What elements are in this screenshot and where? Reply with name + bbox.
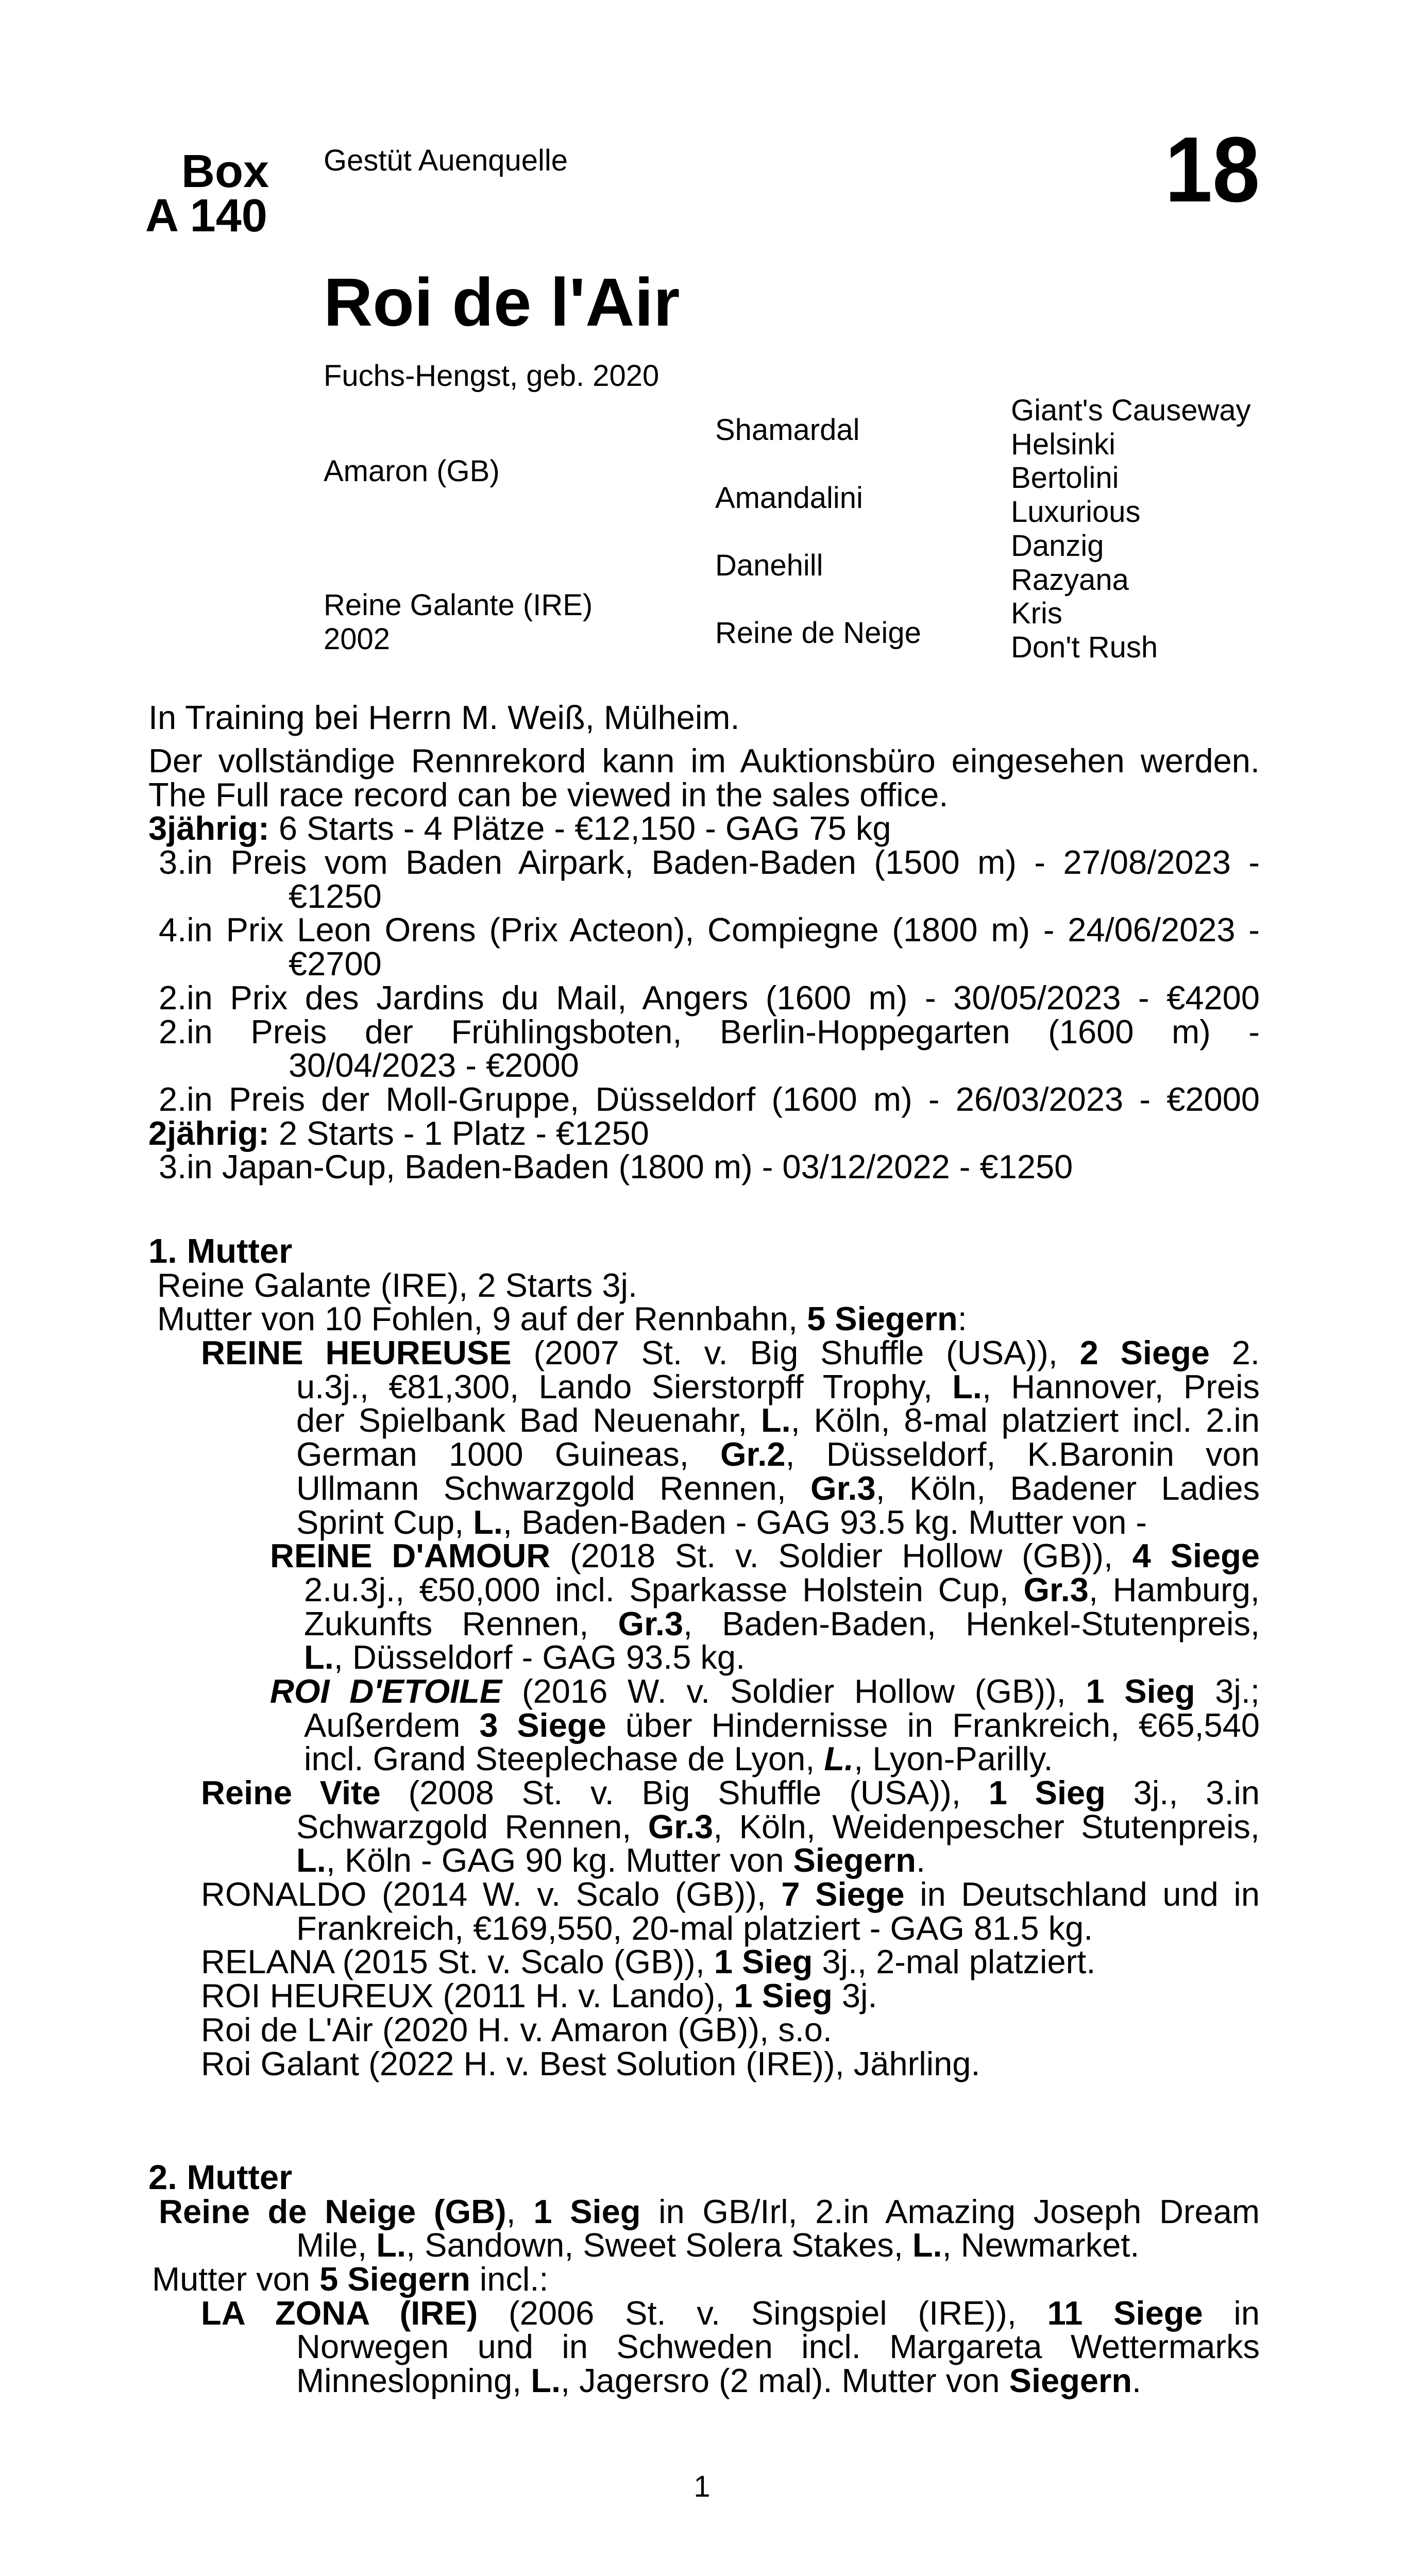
- pedigree-sire: Amaron (GB): [324, 454, 500, 488]
- text-line: incl. Grand Steeplechase de Lyon, L., Lyon-Parilly.: [304, 1740, 1053, 1778]
- horse-description: Fuchs-Hengst, geb. 2020: [324, 359, 659, 393]
- text-line: 2.in Preis der Frühlingsboten, Berlin-Hoppegarten (1600 m) -: [159, 1012, 1260, 1050]
- text-line: Reine Vite (2008 St. v. Big Shuffle (USA)), 1 Sieg 3j., 3.in: [201, 1774, 1260, 1811]
- section-heading: 2. Mutter: [148, 2158, 293, 2197]
- text-line: Reine Galante (IRE), 2 Starts 3j.: [157, 1266, 638, 1304]
- text-line: Außerdem 3 Siege über Hindernisse in Frankreich, €65,540: [304, 1706, 1260, 1744]
- text-line: u.3j., €81,300, Lando Sierstorpff Trophy, L., Hannover, Preis: [296, 1367, 1260, 1405]
- text-line: Frankreich, €169,550, 20-mal platziert - GAG 81.5 kg.: [296, 1909, 1093, 1947]
- race-record-section: [0, 744, 1404, 1184]
- text-line: Mile, L., Sandown, Sweet Solera Stakes, L., Newmarket.: [296, 2226, 1140, 2264]
- text-line: LA ZONA (IRE) (2006 St. v. Singspiel (IRE)), 11 Siege in: [201, 2294, 1260, 2332]
- text-line: Ullmann Schwarzgold Rennen, Gr.3, Köln, Badener Ladies: [296, 1469, 1260, 1507]
- text-line: ROI HEUREUX (2011 H. v. Lando), 1 Sieg 3j.: [201, 1977, 877, 2015]
- text-line: Sprint Cup, L., Baden-Baden - GAG 93.5 kg. Mutter von -: [296, 1503, 1147, 1541]
- text-line: der Spielbank Bad Neuenahr, L., Köln, 8-mal platziert incl. 2.in: [296, 1401, 1260, 1439]
- text-line: €2700: [289, 945, 382, 983]
- text-line: RONALDO (2014 W. v. Scalo (GB)), 7 Siege in Deutschland und in: [201, 1875, 1260, 1913]
- text-line: RELANA (2015 St. v. Scalo (GB)), 1 Sieg 3j., 2-mal platziert.: [201, 1943, 1096, 1981]
- pedigree-dam-year: 2002: [324, 622, 391, 656]
- pedigree-ggp: Helsinki: [1011, 428, 1116, 461]
- second-dam-section: [0, 2158, 1404, 2400]
- first-dam-section: [0, 1234, 1404, 2080]
- pedigree-ggp: Bertolini: [1011, 461, 1119, 495]
- text-line: REINE D'AMOUR (2018 St. v. Soldier Hollow (GB)), 4 Siege: [270, 1537, 1260, 1575]
- pedigree-dam-dam: Reine de Neige: [715, 616, 921, 650]
- lot-number: 18: [1164, 118, 1260, 222]
- text-line: Norwegen und in Schweden incl. Margareta Wettermarks: [296, 2328, 1260, 2366]
- pedigree-sire-dam: Amandalini: [715, 481, 863, 515]
- pedigree-ggp: Don't Rush: [1011, 631, 1158, 664]
- box-number: A 140: [145, 190, 267, 242]
- text-line: 3.in Japan-Cup, Baden-Baden (1800 m) - 03/12/2022 - €1250: [159, 1148, 1073, 1186]
- text-line: L., Köln - GAG 90 kg. Mutter von Siegern.: [296, 1841, 926, 1879]
- text-line: 2.in Preis der Moll-Gruppe, Düsseldorf (1600 m) - 26/03/2023 - €2000: [159, 1080, 1260, 1118]
- text-line: German 1000 Guineas, Gr.2, Düsseldorf, K.Baronin von: [296, 1435, 1260, 1473]
- text-line: 2.in Prix des Jardins du Mail, Angers (1600 m) - 30/05/2023 - €4200: [159, 978, 1260, 1016]
- pedigree-ggp: Luxurious: [1011, 495, 1141, 529]
- pedigree-ggp: Kris: [1011, 597, 1062, 630]
- training-note: In Training bei Herrn M. Weiß, Mülheim.: [148, 699, 740, 736]
- pedigree-ggp: Razyana: [1011, 563, 1129, 597]
- pedigree-ggp: Giant's Causeway: [1011, 394, 1251, 427]
- text-line: 4.in Prix Leon Orens (Prix Acteon), Compiegne (1800 m) - 24/06/2023 -: [159, 911, 1260, 949]
- box-label: Box: [181, 146, 269, 197]
- section-heading: 1. Mutter: [148, 1232, 293, 1270]
- text-line: Mutter von 10 Fohlen, 9 auf der Rennbahn, 5 Siegern:: [157, 1300, 967, 1338]
- pedigree-ggp: Danzig: [1011, 529, 1104, 563]
- text-line: 3jährig: 6 Starts - 4 Plätze - €12,150 - GAG 75 kg: [148, 809, 891, 848]
- consignor-name: Gestüt Auenquelle: [324, 144, 568, 177]
- text-line: 2jährig: 2 Starts - 1 Platz - €1250: [148, 1114, 649, 1152]
- text-line: Minneslopning, L., Jagersro (2 mal). Mutter von Siegern.: [296, 2362, 1142, 2400]
- text-line: €1250: [289, 877, 382, 915]
- text-line: 2.u.3j., €50,000 incl. Sparkasse Holstein Cup, Gr.3, Hamburg,: [304, 1570, 1260, 1608]
- text-line: Mutter von 5 Siegern incl.:: [152, 2260, 549, 2298]
- text-line: Der vollständige Rennrekord kann im Auktionsbüro eingesehen werden.: [148, 742, 1260, 779]
- text-line: Zukunfts Rennen, Gr.3, Baden-Baden, Henkel-Stutenpreis,: [304, 1604, 1260, 1642]
- text-line: ROI D'ETOILE (2016 W. v. Soldier Hollow (GB)), 1 Sieg 3j.;: [270, 1672, 1260, 1710]
- text-line: 30/04/2023 - €2000: [289, 1046, 579, 1084]
- page-number: 1: [693, 2470, 711, 2503]
- text-line: The Full race record can be viewed in the sales office.: [148, 775, 949, 814]
- pedigree-sire-sire: Shamardal: [715, 413, 860, 447]
- text-line: REINE HEUREUSE (2007 St. v. Big Shuffle (USA)), 2 Siege 2.: [201, 1334, 1260, 1372]
- horse-name: Roi de l'Air: [324, 264, 680, 340]
- text-line: Schwarzgold Rennen, Gr.3, Köln, Weidenpescher Stutenpreis,: [296, 1807, 1260, 1845]
- pedigree-dam: Reine Galante (IRE): [324, 588, 593, 622]
- text-line: Reine de Neige (GB), 1 Sieg in GB/Irl, 2.in Amazing Joseph Dream: [159, 2192, 1260, 2230]
- text-line: Roi de L'Air (2020 H. v. Amaron (GB)), s.o.: [201, 2010, 832, 2048]
- text-line: 3.in Preis vom Baden Airpark, Baden-Baden (1500 m) - 27/08/2023 -: [159, 843, 1260, 882]
- pedigree-dam-sire: Danehill: [715, 549, 823, 582]
- text-line: L., Düsseldorf - GAG 93.5 kg.: [304, 1638, 746, 1676]
- text-line: Roi Galant (2022 H. v. Best Solution (IRE)), Jährling.: [201, 2044, 980, 2082]
